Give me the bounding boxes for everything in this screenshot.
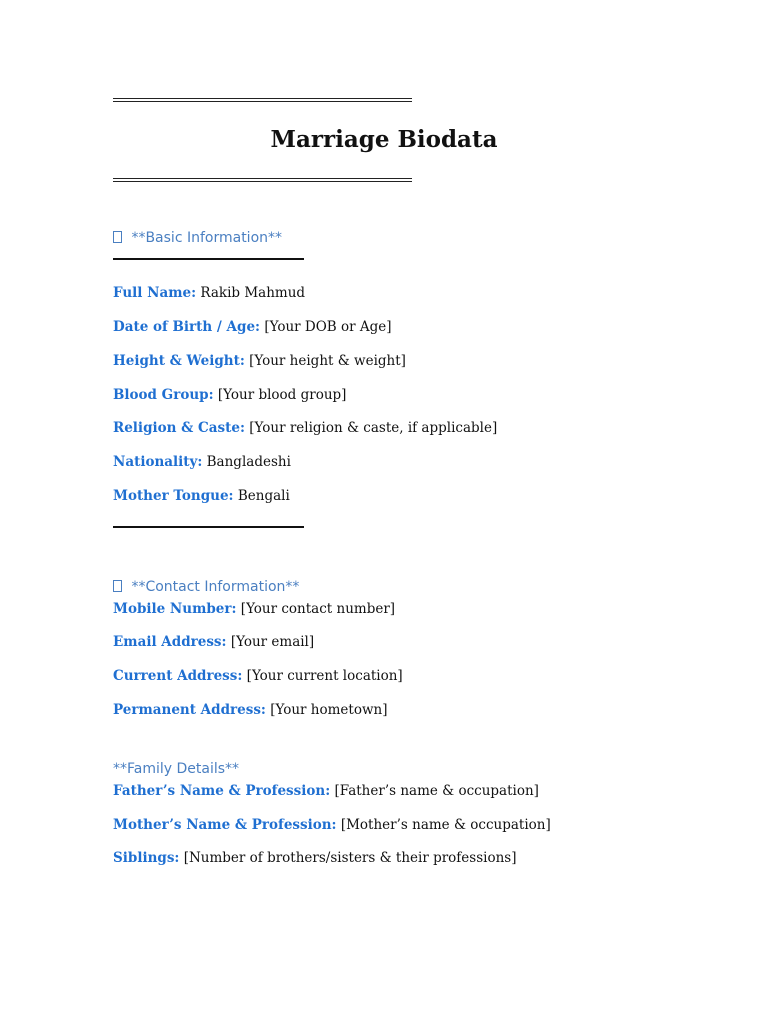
field-value: [Your blood group] [217, 387, 347, 403]
section-heading-basic-information [113, 228, 282, 248]
field-mobile-number [113, 600, 395, 618]
field-label: Mobile Number: [113, 601, 237, 617]
field-label: Religion & Caste: [113, 420, 245, 436]
field-value: Bangladeshi [206, 454, 291, 470]
field-mother-name-profession [113, 816, 551, 834]
title-bottom-double-rule [113, 178, 412, 182]
field-father-name-profession [113, 782, 539, 800]
section-divider-rule [113, 526, 304, 528]
field-label: Email Address: [113, 634, 227, 650]
field-label: Date of Birth / Age: [113, 319, 261, 335]
field-value: [Your religion & caste, if applicable] [249, 420, 498, 436]
field-blood-group [113, 386, 346, 404]
field-label: Father’s Name & Profession: [113, 783, 331, 799]
section-heading-text: **Contact Information** [127, 579, 300, 595]
field-height-weight [113, 352, 406, 370]
field-label: Mother Tongue: [113, 488, 234, 504]
section-heading-family-details: **Family Details** [113, 761, 240, 777]
field-value: [Father’s name & occupation] [334, 783, 539, 799]
field-label: Height & Weight: [113, 353, 245, 369]
field-permanent-address [113, 701, 387, 719]
field-full-name [113, 284, 305, 302]
field-religion-caste [113, 419, 497, 437]
field-label: Full Name: [113, 285, 197, 301]
field-date-of-birth [113, 318, 392, 336]
field-value: [Your contact number] [240, 601, 396, 617]
field-value: Rakib Mahmud [200, 285, 306, 301]
field-nationality [113, 453, 291, 471]
section-underline-basic [113, 258, 304, 260]
missing-glyph-icon [113, 580, 122, 592]
section-heading-contact-information [113, 577, 299, 597]
field-label: Blood Group: [113, 387, 214, 403]
field-siblings [113, 849, 517, 867]
missing-glyph-icon [113, 231, 122, 243]
field-label: Mother’s Name & Profession: [113, 817, 337, 833]
field-label: Current Address: [113, 668, 243, 684]
section-heading-text: **Basic Information** [127, 230, 283, 246]
field-email-address [113, 633, 314, 651]
field-value: [Your current location] [246, 668, 403, 684]
field-value: [Number of brothers/sisters & their professions] [183, 850, 517, 866]
field-mother-tongue [113, 487, 290, 505]
field-value: [Your hometown] [270, 702, 388, 718]
field-current-address [113, 667, 403, 685]
field-label: Permanent Address: [113, 702, 266, 718]
field-value: [Your DOB or Age] [264, 319, 392, 335]
title-top-double-rule [113, 98, 412, 102]
field-label: Nationality: [113, 454, 203, 470]
field-value: Bengali [237, 488, 290, 504]
field-value: [Mother’s name & occupation] [340, 817, 551, 833]
field-value: [Your email] [230, 634, 315, 650]
document-title: Marriage Biodata [270, 126, 498, 153]
field-label: Siblings: [113, 850, 180, 866]
field-value: [Your height & weight] [249, 353, 406, 369]
